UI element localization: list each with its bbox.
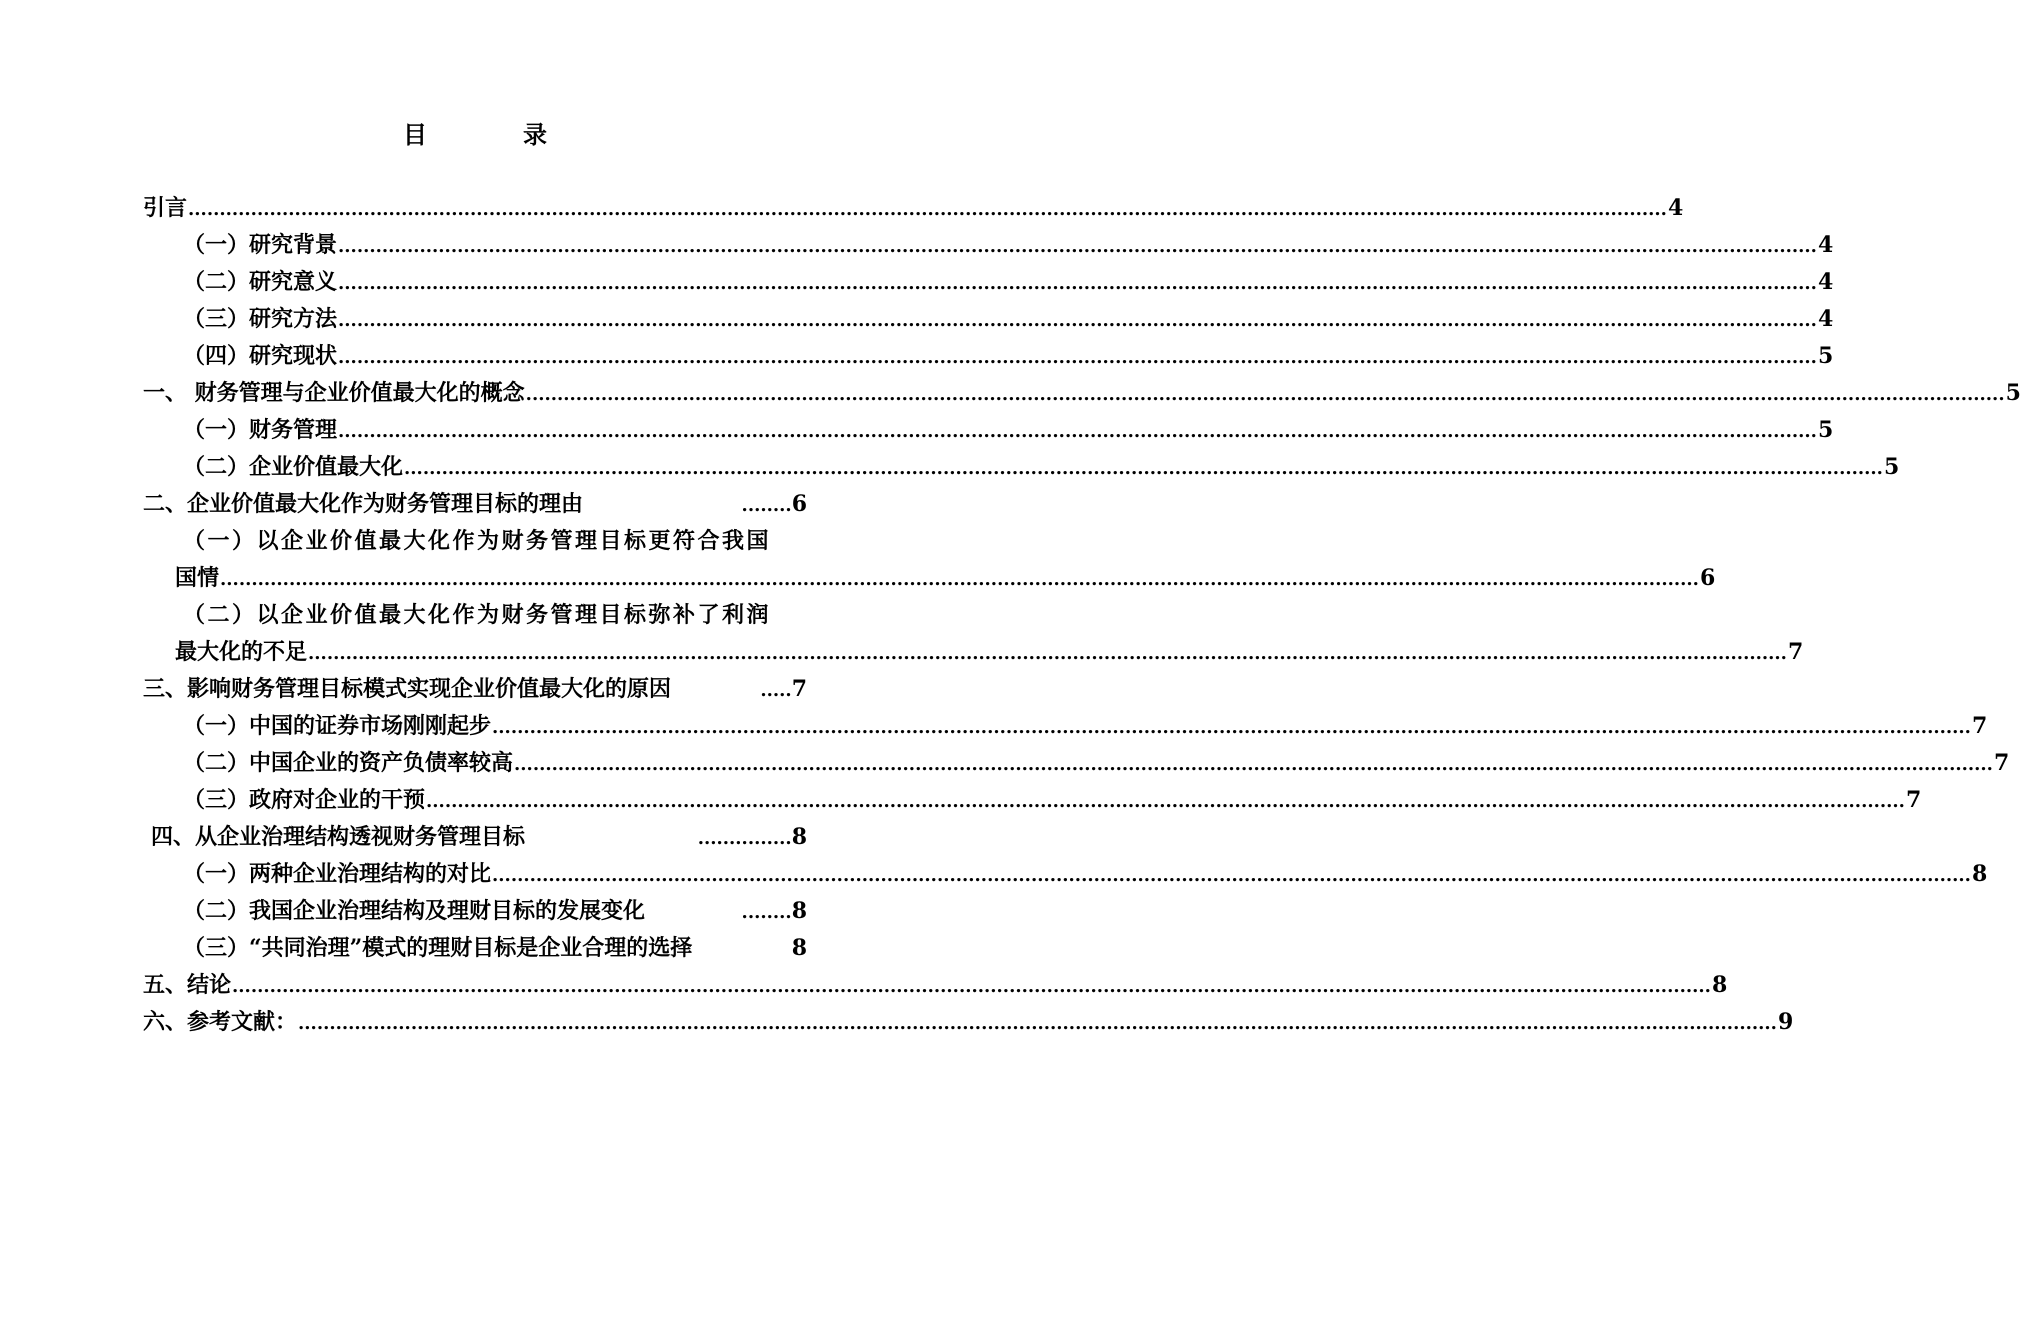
- toc-entry-text: 一、 财务管理与企业价值最大化的概念: [143, 380, 525, 406]
- toc-entry-text: （二）中国企业的资产负债率较高: [183, 750, 514, 776]
- toc-entry[interactable]: [143, 708, 1988, 745]
- toc-entry-page: 8: [791, 824, 807, 850]
- toc-entry-text: 二、企业价值最大化作为财务管理目标的理由: [143, 491, 584, 517]
- toc-entry[interactable]: [143, 967, 1728, 1004]
- toc-entry-text: （二）我国企业治理结构及理财目标的发展变化: [183, 898, 646, 924]
- toc-leader: ............................................................................................................................................................................................................................................: [492, 717, 1971, 738]
- toc-entry-text: 四、从企业治理结构透视财务管理目标: [151, 824, 526, 850]
- toc-entry-text: （二）以企业价值最大化作为财务管理目标弥补了利润: [183, 602, 772, 628]
- toc-leader: ............................................................................................................................................................................................................................................: [404, 458, 1883, 479]
- toc-entry-page: 7: [1993, 750, 2010, 776]
- toc-entry[interactable]: [143, 449, 1900, 486]
- toc-entry[interactable]: [143, 893, 807, 930]
- toc-entry-page: 7: [1787, 639, 1804, 665]
- toc-entry[interactable]: [143, 671, 807, 708]
- toc-entry[interactable]: [143, 930, 807, 967]
- toc-leader: ............................................................................................................................................................................................................................................: [338, 347, 1817, 368]
- toc-leader: ............................................................................................................................................................................................................................................: [426, 791, 1905, 812]
- toc-leader: ............................................................................................................................................................................................................................................: [492, 865, 1971, 886]
- toc-entry[interactable]: [143, 375, 2021, 412]
- toc-entry-page: 5: [2005, 380, 2021, 406]
- toc-leader: ........: [741, 495, 792, 516]
- toc-leader: ............................................................................................................................................................................................................................................: [338, 273, 1817, 294]
- toc-entry-page: 4: [1817, 306, 1834, 332]
- toc-leader: ........: [741, 902, 792, 923]
- toc-entry[interactable]: [143, 338, 1834, 375]
- toc-entry-page: 7: [791, 676, 807, 702]
- toc-entry-page: 8: [1711, 972, 1728, 998]
- toc-entry-text: （一）财务管理: [183, 417, 338, 443]
- toc-entry-page: 6: [791, 491, 807, 517]
- toc-entry-text: （二）研究意义: [183, 269, 338, 295]
- toc-entry-page: 8: [791, 935, 807, 961]
- toc-entry[interactable]: [143, 264, 1834, 301]
- toc-entry[interactable]: [143, 523, 807, 560]
- toc-entry-page: 7: [1905, 787, 1922, 813]
- toc-leader: .....: [760, 680, 792, 701]
- toc-entry-page: 4: [1817, 269, 1834, 295]
- toc-entry-text: （一）以企业价值最大化作为财务管理目标更符合我国: [183, 528, 772, 554]
- toc-leader: ............................................................................................................................................................................................................................................: [308, 643, 1787, 664]
- toc-entry[interactable]: [143, 745, 2010, 782]
- toc-entry-text: 五、结论: [143, 972, 232, 998]
- toc-leader: ............................................................................................................................................................................................................................................: [514, 754, 1993, 775]
- toc-entry-text: （三）研究方法: [183, 306, 338, 332]
- table-of-contents: [143, 190, 2021, 1041]
- toc-entry[interactable]: [143, 301, 1834, 338]
- toc-entry-page: 4: [1817, 232, 1834, 258]
- toc-entry[interactable]: [143, 486, 807, 523]
- toc-entry-page: 4: [1667, 195, 1684, 221]
- toc-entry-page: 8: [791, 898, 807, 924]
- toc-entry-text: 六、参考文献：: [143, 1009, 298, 1035]
- toc-entry[interactable]: [143, 227, 1834, 264]
- toc-entry-text: 引言: [143, 195, 188, 221]
- toc-entry[interactable]: [143, 856, 1988, 893]
- toc-leader: ............................................................................................................................................................................................................................................: [188, 199, 1667, 220]
- toc-entry-page: 8: [1971, 861, 1988, 887]
- toc-entry-page: 5: [1883, 454, 1900, 480]
- toc-entry-page: 5: [1817, 343, 1834, 369]
- toc-entry-page: 5: [1817, 417, 1834, 443]
- toc-leader: ............................................................................................................................................................................................................................................: [525, 384, 2005, 405]
- toc-entry-text: 最大化的不足: [175, 639, 308, 665]
- toc-leader: ............................................................................................................................................................................................................................................: [338, 421, 1817, 442]
- toc-entry-text: （一）两种企业治理结构的对比: [183, 861, 492, 887]
- toc-entry-continuation[interactable]: [143, 634, 1804, 671]
- toc-entry[interactable]: [143, 190, 1684, 227]
- toc-entry[interactable]: [143, 597, 807, 634]
- toc-leader: ............................................................................................................................................................................................................................................: [220, 569, 1699, 590]
- toc-entry-page: 6: [1699, 565, 1716, 591]
- toc-leader: ...............: [697, 828, 792, 849]
- toc-entry-text: （三）政府对企业的干预: [183, 787, 426, 813]
- toc-entry[interactable]: [143, 1004, 1794, 1041]
- toc-entry[interactable]: [143, 412, 1834, 449]
- toc-leader: ............................................................................................................................................................................................................................................: [338, 236, 1817, 257]
- toc-entry-page: 9: [1777, 1009, 1794, 1035]
- toc-title: 目 录: [403, 120, 583, 149]
- toc-entry-text: （四）研究现状: [183, 343, 338, 369]
- toc-entry-continuation[interactable]: [143, 560, 1716, 597]
- toc-entry-text: 三、影响财务管理目标模式实现企业价值最大化的原因: [143, 676, 672, 702]
- toc-leader: ............................................................................................................................................................................................................................................: [338, 310, 1817, 331]
- toc-entry-text: 国情: [175, 565, 220, 591]
- toc-entry[interactable]: [143, 782, 1922, 819]
- toc-leader: ............................................................................................................................................................................................................................................: [298, 1013, 1777, 1034]
- toc-entry-text: （一）中国的证券市场刚刚起步: [183, 713, 492, 739]
- toc-entry-text: （三）“共同治理”模式的理财目标是企业合理的选择: [183, 935, 693, 961]
- toc-entry-text: （一）研究背景: [183, 232, 338, 258]
- toc-entry-page: 7: [1971, 713, 1988, 739]
- toc-entry[interactable]: [143, 819, 807, 856]
- toc-leader: ............................................................................................................................................................................................................................................: [232, 976, 1711, 997]
- toc-entry-text: （二）企业价值最大化: [183, 454, 404, 480]
